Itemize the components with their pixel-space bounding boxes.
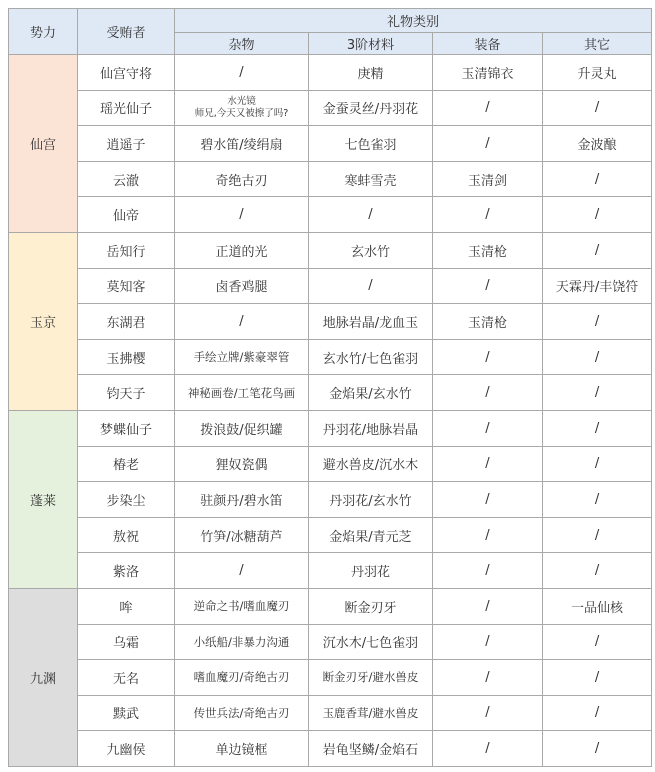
other-cell: 金波酿 (543, 126, 652, 162)
table-row (9, 268, 652, 304)
table-row (9, 55, 652, 91)
equipment-cell: / (433, 482, 543, 518)
header-gift-category: 礼物类别 (175, 9, 652, 33)
misc-cell: 卤香鸡腿 (175, 268, 309, 304)
misc-cell: 小纸船/非暴力沟通 (175, 624, 309, 660)
other-cell: / (543, 517, 652, 553)
table-row (9, 90, 652, 126)
faction-cell: 蓬莱 (9, 410, 78, 588)
table-row (9, 553, 652, 589)
material-cell: 地脉岩晶/龙血玉 (309, 304, 433, 340)
equipment-cell: / (433, 446, 543, 482)
recipient-cell: 黩武 (78, 695, 175, 731)
recipient-cell: 岳知行 (78, 232, 175, 268)
recipient-cell: 敖祝 (78, 517, 175, 553)
faction-cell: 仙宫 (9, 55, 78, 233)
material-cell: 玄水竹 (309, 232, 433, 268)
misc-cell: 逆命之书/嗜血魔刃 (175, 588, 309, 624)
material-cell: 避水兽皮/沉水木 (309, 446, 433, 482)
other-cell: / (543, 161, 652, 197)
equipment-cell: / (433, 410, 543, 446)
table-body (9, 55, 652, 767)
material-cell: 金焰果/玄水竹 (309, 375, 433, 411)
misc-cell: / (175, 553, 309, 589)
material-cell: 玉鹿香茸/避水兽皮 (309, 695, 433, 731)
other-cell: 升灵丸 (543, 55, 652, 91)
other-cell: / (543, 375, 652, 411)
table-row (9, 375, 652, 411)
equipment-cell: / (433, 517, 543, 553)
other-cell: 天霖丹/丰饶符 (543, 268, 652, 304)
material-cell: 丹羽花/玄水竹 (309, 482, 433, 518)
equipment-cell: 玉清锦衣 (433, 55, 543, 91)
recipient-cell: 步染尘 (78, 482, 175, 518)
table-row (9, 731, 652, 767)
recipient-cell: 云澈 (78, 161, 175, 197)
material-cell: 断金刃牙/避水兽皮 (309, 660, 433, 696)
equipment-cell: / (433, 375, 543, 411)
table-row (9, 624, 652, 660)
misc-cell: / (175, 55, 309, 91)
recipient-cell: 哞 (78, 588, 175, 624)
equipment-cell: / (433, 90, 543, 126)
misc-cell: / (175, 197, 309, 233)
misc-cell: 驻颜丹/碧水笛 (175, 482, 309, 518)
equipment-cell: / (433, 197, 543, 233)
equipment-cell: / (433, 588, 543, 624)
misc-cell: 嗜血魔刃/奇绝古刃 (175, 660, 309, 696)
table-row (9, 161, 652, 197)
other-cell: 一品仙核 (543, 588, 652, 624)
recipient-cell: 无名 (78, 660, 175, 696)
misc-cell: 单边镜框 (175, 731, 309, 767)
material-cell: 丹羽花 (309, 553, 433, 589)
other-cell: / (543, 731, 652, 767)
equipment-cell: 玉清枪 (433, 232, 543, 268)
other-cell: / (543, 304, 652, 340)
table-row (9, 410, 652, 446)
material-cell: 金蚕灵丝/丹羽花 (309, 90, 433, 126)
material-cell: / (309, 268, 433, 304)
other-cell: / (543, 410, 652, 446)
recipient-cell: 梦蝶仙子 (78, 410, 175, 446)
recipient-cell: 紫洛 (78, 553, 175, 589)
material-cell: 丹羽花/地脉岩晶 (309, 410, 433, 446)
equipment-cell: / (433, 126, 543, 162)
table-row (9, 232, 652, 268)
table-row (9, 446, 652, 482)
misc-cell: 手绘立牌/紫豪翠管 (175, 339, 309, 375)
equipment-cell: 玉清剑 (433, 161, 543, 197)
other-cell: / (543, 695, 652, 731)
header-misc: 杂物 (175, 33, 309, 55)
material-cell: / (309, 197, 433, 233)
other-cell: / (543, 446, 652, 482)
equipment-cell: / (433, 553, 543, 589)
misc-cell: 拨浪鼓/促织罐 (175, 410, 309, 446)
other-cell: / (543, 232, 652, 268)
equipment-cell: / (433, 695, 543, 731)
table-row (9, 588, 652, 624)
material-cell: 庚精 (309, 55, 433, 91)
equipment-cell: / (433, 660, 543, 696)
material-cell: 寒蚌雪壳 (309, 161, 433, 197)
equipment-cell: / (433, 624, 543, 660)
other-cell: / (543, 482, 652, 518)
material-cell: 断金刃牙 (309, 588, 433, 624)
recipient-cell: 东湖君 (78, 304, 175, 340)
misc-cell: 正道的光 (175, 232, 309, 268)
other-cell: / (543, 197, 652, 233)
material-cell: 沉水木/七色雀羽 (309, 624, 433, 660)
header-recipient: 受贿者 (78, 9, 175, 55)
table-row (9, 517, 652, 553)
material-cell: 玄水竹/七色雀羽 (309, 339, 433, 375)
header-faction: 势力 (9, 9, 78, 55)
other-cell: / (543, 90, 652, 126)
faction-cell: 九渊 (9, 588, 78, 766)
misc-cell: 传世兵法/奇绝古刃 (175, 695, 309, 731)
recipient-cell: 仙宫守将 (78, 55, 175, 91)
equipment-cell: 玉清枪 (433, 304, 543, 340)
table-row (9, 197, 652, 233)
table-row (9, 126, 652, 162)
misc-cell: 奇绝古刃 (175, 161, 309, 197)
other-cell: / (543, 624, 652, 660)
material-cell: 岩龟坚鳞/金焰石 (309, 731, 433, 767)
recipient-cell: 钧天子 (78, 375, 175, 411)
header-equipment: 装备 (433, 33, 543, 55)
misc-cell: / (175, 304, 309, 340)
recipient-cell: 玉拂樱 (78, 339, 175, 375)
equipment-cell: / (433, 731, 543, 767)
misc-cell: 狸奴瓷偶 (175, 446, 309, 482)
other-cell: / (543, 660, 652, 696)
other-cell: / (543, 553, 652, 589)
faction-cell: 玉京 (9, 232, 78, 410)
recipient-cell: 九幽侯 (78, 731, 175, 767)
recipient-cell: 莫知客 (78, 268, 175, 304)
misc-cell: 水光镜 师兄,今天又被擦了吗? (175, 90, 309, 126)
table-row (9, 304, 652, 340)
misc-cell: 碧水笛/绫绢扇 (175, 126, 309, 162)
recipient-cell: 瑶光仙子 (78, 90, 175, 126)
other-cell: / (543, 339, 652, 375)
table-row (9, 482, 652, 518)
header-other: 其它 (543, 33, 652, 55)
misc-cell: 神秘画卷/工笔花鸟画 (175, 375, 309, 411)
recipient-cell: 逍遥子 (78, 126, 175, 162)
gift-table (8, 8, 652, 767)
table-row (9, 660, 652, 696)
header-material: 3阶材料 (309, 33, 433, 55)
recipient-cell: 仙帝 (78, 197, 175, 233)
misc-cell: 竹笋/冰糖葫芦 (175, 517, 309, 553)
table-row (9, 695, 652, 731)
table-row (9, 339, 652, 375)
material-cell: 七色雀羽 (309, 126, 433, 162)
equipment-cell: / (433, 268, 543, 304)
recipient-cell: 乌霜 (78, 624, 175, 660)
recipient-cell: 椿老 (78, 446, 175, 482)
equipment-cell: / (433, 339, 543, 375)
table-header (9, 9, 652, 55)
material-cell: 金焰果/青元芝 (309, 517, 433, 553)
